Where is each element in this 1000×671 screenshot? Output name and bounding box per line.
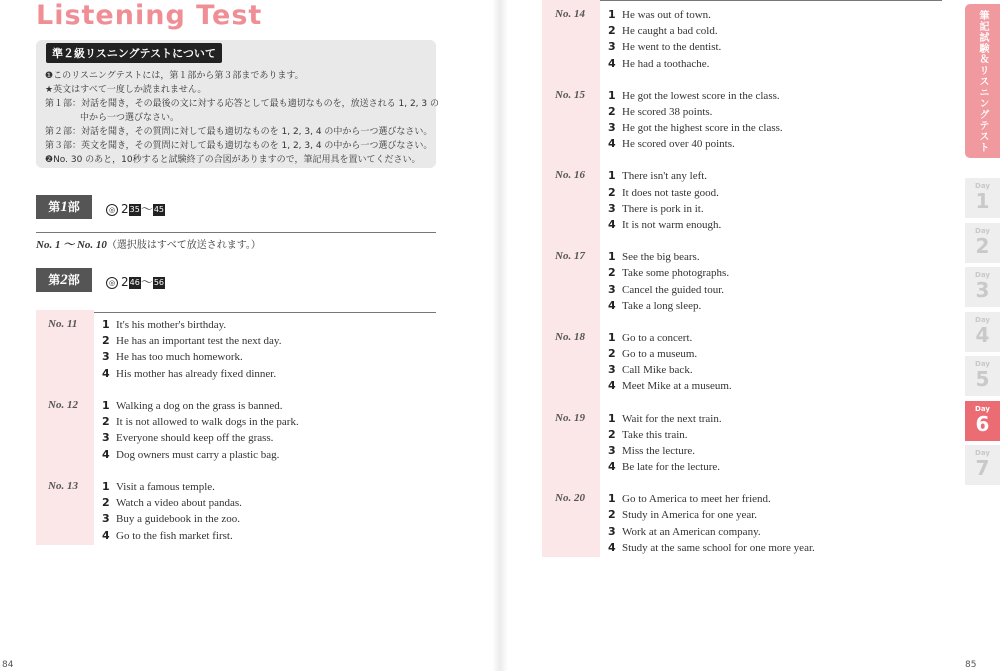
answer-option [608, 24, 718, 37]
day-tab-label: Day [975, 449, 990, 457]
answer-option [608, 412, 722, 425]
part1-badge-post: 部 [67, 200, 80, 214]
option-number: 2 [608, 266, 616, 280]
option-text: Go to a concert. [622, 331, 693, 344]
question-number-band [542, 0, 600, 557]
option-number: 3 [608, 121, 616, 135]
info-box-label: 準２級リスニングテストについて [46, 43, 222, 63]
day-tab-number: 7 [975, 456, 990, 480]
question-number: No. 14 [555, 8, 585, 20]
day-tab-label: Day [975, 404, 990, 413]
option-number: 1 [608, 330, 616, 344]
part1-badge-num: 1 [60, 199, 68, 215]
option-number: 3 [102, 350, 110, 364]
option-text: He was out of town. [622, 9, 711, 21]
answer-option [102, 512, 240, 525]
option-number: 2 [608, 347, 616, 360]
info-line: 第１部：対話を聞き，その最後の文に対する応答として最も適切なものを，放送される 1, 2, 3 の [45, 99, 439, 109]
answer-option [102, 415, 299, 428]
option-text: Study in America for one year. [622, 509, 758, 522]
option-text: See the big bears. [622, 251, 700, 264]
divider [36, 312, 436, 313]
option-number: 1 [102, 399, 110, 412]
answer-option [608, 444, 695, 457]
cd-icon: ◎ [106, 277, 118, 289]
option-number: 4 [608, 379, 616, 393]
info-line: ❶このリスニングテストには，第１部から第３部まであります。 [45, 71, 304, 81]
option-number: 3 [608, 443, 616, 457]
option-number: 2 [608, 104, 616, 118]
answer-option [608, 299, 701, 312]
answer-option [608, 508, 757, 521]
divider [542, 0, 942, 1]
day-tab-label: Day [975, 315, 990, 324]
answer-option [608, 460, 720, 473]
option-number: 4 [102, 528, 110, 542]
track-tilde: 〜 [140, 275, 153, 289]
answer-option [102, 431, 273, 444]
cd-number: 2 [121, 275, 129, 289]
answer-option [608, 202, 704, 215]
option-number: 3 [102, 512, 110, 526]
part1-note-text: （選択肢はすべて放送されます。） [106, 240, 261, 251]
right-page [500, 0, 1000, 671]
option-number: 1 [608, 250, 616, 264]
track-start: 46 [129, 277, 140, 287]
page-number-left: 84 [2, 660, 14, 670]
answer-option [102, 480, 215, 493]
answer-option [102, 496, 242, 509]
option-number: 2 [102, 415, 110, 429]
day-tab-2[interactable] [965, 223, 1000, 263]
answer-option [608, 266, 729, 279]
option-text: It is not allowed to walk dogs in the park. [116, 416, 299, 429]
answer-option [608, 331, 692, 344]
day-tab-label: Day [975, 182, 990, 190]
option-number: 2 [608, 508, 616, 522]
day-tab-7[interactable] [965, 445, 1000, 485]
info-line: 中から一つ選びなさい。 [80, 113, 180, 123]
answer-option [608, 541, 815, 554]
info-line: 第２部：対話を聞き，その質問に対して最も適切なものを 1, 2, 3, 4 の中から一つ選びなさい。 [45, 127, 433, 137]
option-text: There is pork in it. [622, 202, 704, 215]
day-tab-number: 6 [975, 411, 990, 436]
option-text: Visit a famous temple. [116, 481, 215, 493]
cd-number: 2 [121, 202, 129, 216]
option-text: Dog owners must carry a plastic bag. [116, 448, 280, 461]
part2-cd-tracks [106, 273, 165, 290]
page-title: Listening Test [36, 0, 263, 31]
option-number: 1 [608, 492, 616, 506]
answer-option [102, 448, 279, 461]
answer-option [102, 318, 226, 331]
question-number: No. 16 [555, 169, 585, 182]
answer-option [608, 137, 735, 150]
option-text: It is not warm enough. [622, 219, 722, 231]
answer-option [608, 40, 721, 53]
answer-option [608, 186, 719, 199]
answer-option [608, 363, 693, 376]
option-number: 2 [608, 427, 616, 441]
answer-option [608, 492, 771, 505]
option-text: He had a toothache. [622, 57, 710, 70]
day-tab-4[interactable] [965, 312, 1000, 352]
section-side-tab[interactable]: 筆記試験＆リスニングテスト [965, 4, 1000, 158]
part2-badge-num: 2 [60, 272, 68, 288]
option-text: Buy a guidebook in the zoo. [116, 513, 241, 526]
divider [36, 232, 436, 233]
track-tilde: 〜 [140, 202, 153, 216]
option-number: 1 [608, 8, 616, 21]
part2-badge [36, 268, 92, 292]
option-text: He went to the dentist. [622, 41, 722, 54]
question-number-band [36, 310, 94, 545]
answer-option [608, 121, 783, 134]
answer-option [102, 399, 283, 412]
option-text: He has an important test the next day. [116, 335, 282, 348]
part1-note-range: No. 1 〜 No. 10 [36, 239, 107, 251]
option-text: He got the lowest score in the class. [622, 89, 780, 102]
option-number: 4 [608, 218, 616, 231]
question-number: No. 18 [555, 330, 585, 343]
part1-badge-pre: 第 [48, 200, 61, 214]
option-number: 2 [608, 24, 616, 38]
track-start: 35 [129, 204, 140, 214]
question-number: No. 11 [48, 318, 78, 330]
part2-badge-pre: 第 [48, 273, 61, 287]
answer-option [608, 8, 711, 21]
option-text: Go to America to meet her friend. [622, 493, 771, 506]
option-text: Go to a museum. [622, 348, 698, 360]
option-text: Watch a video about pandas. [116, 497, 242, 510]
info-box [36, 40, 439, 168]
option-text: Take some photographs. [622, 267, 730, 280]
option-number: 1 [608, 169, 616, 183]
day-tab-number: 4 [975, 322, 990, 347]
option-text: Everyone should keep off the grass. [116, 432, 274, 445]
day-tab-number: 5 [975, 367, 990, 391]
option-number: 1 [102, 480, 110, 493]
question-number: No. 12 [48, 399, 78, 411]
day-tab-label: Day [975, 360, 990, 368]
answer-option [608, 428, 688, 441]
answer-option [102, 367, 276, 380]
info-line: ★英文はすべて一度しか読まれません。 [45, 85, 207, 95]
answer-option [102, 334, 281, 347]
answer-option [608, 283, 724, 296]
answer-option [102, 350, 243, 363]
option-text: It does not taste good. [622, 186, 719, 199]
info-line: 第３部：英文を聞き，その質問に対して最も適切なものを 1, 2, 3, 4 の中から一つ選びなさい。 [45, 141, 433, 151]
answer-option [608, 218, 721, 231]
option-text: Study at the same school for one more year. [622, 541, 815, 554]
option-number: 3 [608, 524, 616, 538]
option-number: 1 [102, 318, 110, 331]
option-number: 3 [102, 431, 110, 445]
day-tab-6[interactable] [965, 401, 1000, 441]
question-number: No. 13 [48, 480, 78, 492]
option-number: 3 [608, 282, 616, 296]
option-text: Miss the lecture. [622, 444, 696, 457]
option-text: Take this train. [622, 428, 688, 441]
option-text: He has too much homework. [116, 351, 243, 364]
question-number: No. 15 [555, 88, 585, 101]
option-number: 4 [608, 540, 616, 554]
option-text: Be late for the lecture. [622, 461, 721, 474]
option-text: There isn't any left. [622, 170, 708, 183]
question-number: No. 17 [555, 250, 585, 263]
option-text: His mother has already fixed dinner. [116, 367, 277, 380]
answer-option [608, 379, 732, 392]
day-tab-1[interactable] [965, 178, 1000, 218]
cd-icon: ◎ [106, 204, 118, 216]
question-number: No. 20 [555, 492, 585, 505]
question-number: No. 19 [555, 411, 585, 424]
day-tab-number: 2 [975, 233, 990, 258]
option-number: 4 [102, 447, 110, 461]
option-text: He got the highest score in the class. [622, 122, 783, 135]
day-tab-3[interactable] [965, 267, 1000, 307]
track-end: 56 [153, 277, 165, 287]
option-number: 4 [608, 460, 616, 474]
part1-note [36, 236, 261, 252]
option-text: Go to the fish market first. [116, 529, 233, 542]
option-number: 2 [102, 334, 110, 348]
track-end: 45 [153, 204, 165, 214]
answer-option [608, 250, 700, 263]
answer-option [608, 105, 712, 118]
day-tab-label: Day [975, 226, 990, 235]
option-text: Take a long sleep. [622, 299, 702, 312]
option-number: 3 [608, 201, 616, 215]
option-number: 1 [608, 88, 616, 102]
option-number: 1 [608, 411, 616, 425]
answer-option [608, 347, 697, 360]
page-number-right: 85 [965, 660, 977, 670]
option-text: Work at an American company. [622, 525, 761, 538]
part1-cd-tracks [106, 200, 165, 217]
option-number: 4 [102, 366, 110, 380]
option-text: It's his mother's birthday. [116, 319, 227, 331]
option-text: He scored 38 points. [622, 105, 713, 118]
option-text: Meet Mike at a museum. [622, 380, 732, 393]
option-number: 2 [608, 185, 616, 199]
day-tab-number: 1 [975, 189, 990, 213]
option-text: Wait for the next train. [622, 412, 722, 425]
part1-badge [36, 195, 92, 219]
option-text: He caught a bad cold. [622, 25, 718, 38]
part2-badge-post: 部 [67, 273, 80, 287]
option-text: Cancel the guided tour. [622, 283, 725, 296]
answer-option [608, 525, 761, 538]
day-tab-label: Day [975, 271, 990, 279]
answer-option [102, 529, 233, 542]
option-text: Walking a dog on the grass is banned. [116, 400, 283, 412]
option-number: 4 [608, 137, 616, 151]
option-text: Call Mike back. [622, 364, 693, 377]
option-text: He scored over 40 points. [622, 138, 735, 151]
answer-option [608, 57, 709, 70]
option-number: 3 [608, 363, 616, 377]
answer-option [608, 89, 780, 102]
day-tab-number: 3 [975, 278, 990, 302]
info-line: ❷No. 30 のあと，10秒すると試験終了の合図がありますので，筆記用具を置いてください。 [45, 155, 421, 165]
option-number: 4 [608, 298, 616, 312]
day-tab-5[interactable] [965, 356, 1000, 396]
answer-option [608, 169, 707, 182]
option-number: 3 [608, 40, 616, 54]
option-number: 2 [102, 496, 110, 510]
option-number: 4 [608, 56, 616, 70]
